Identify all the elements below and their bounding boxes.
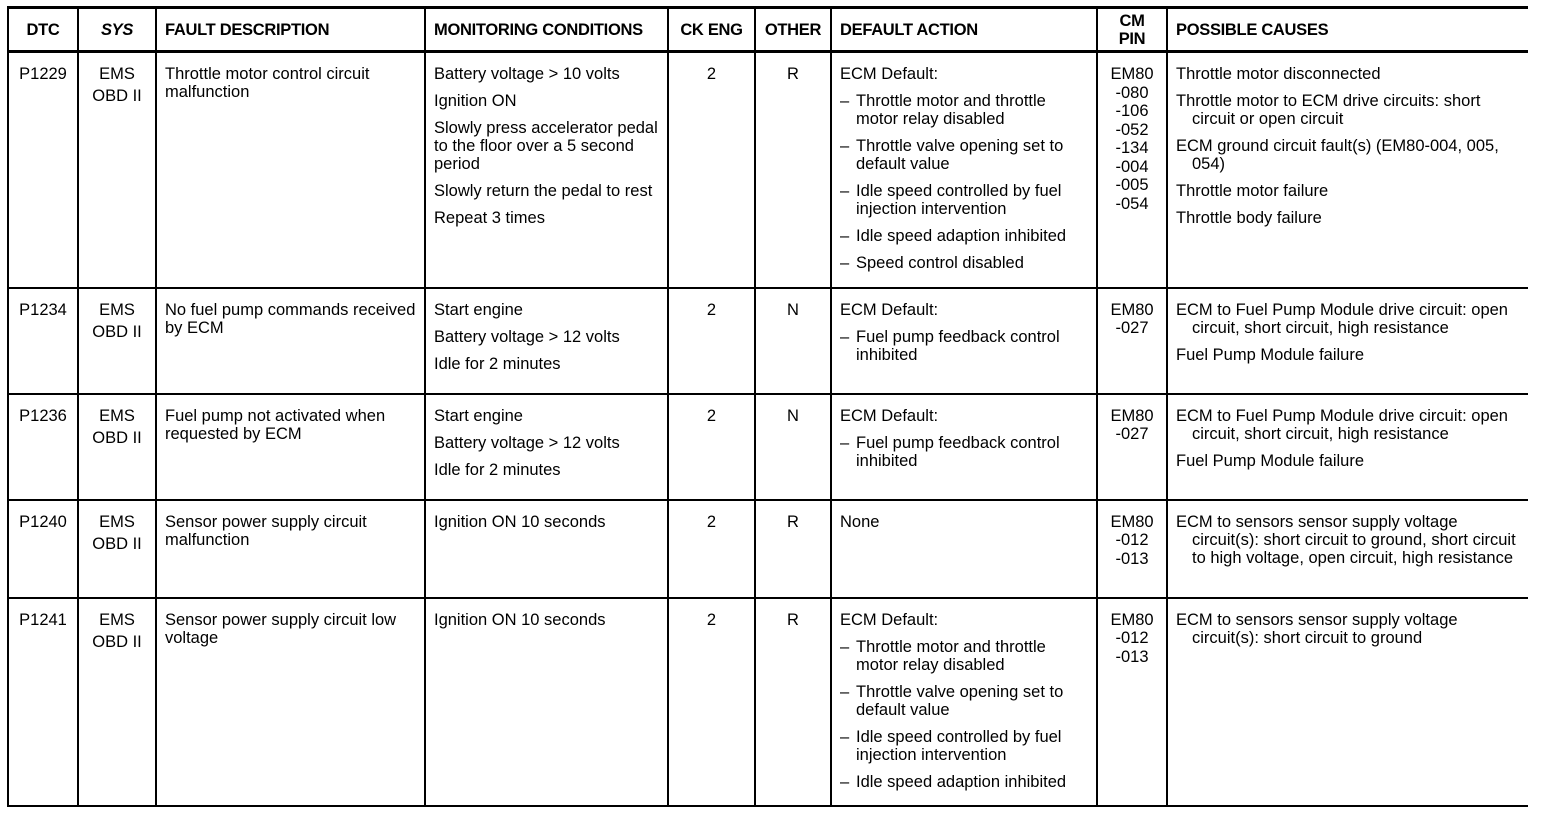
header-possible-causes: POSSIBLE CAUSES (1167, 8, 1528, 52)
cm-pin-cell (1097, 288, 1167, 394)
possible-cause: ECM to Fuel Pump Module drive circuit: open circuit, short circuit, high resistance (1176, 406, 1508, 443)
monitoring-condition: Slowly press accelerator pedal to the floor over a 5 second period (434, 119, 658, 173)
system-label: OBD II (92, 632, 142, 651)
cm-pin: -013 (1115, 549, 1149, 568)
system-cell (78, 500, 156, 598)
check-engine-value: 2 (668, 288, 755, 394)
system-label: OBD II (92, 87, 142, 105)
cm-pin: -012 (1115, 629, 1149, 647)
monitoring-condition: Start engine (434, 300, 523, 319)
header-fault-description: FAULT DESCRIPTION (156, 8, 425, 52)
dtc-table (7, 6, 1528, 807)
header-sys: SYS (78, 8, 156, 52)
monitoring-condition: Battery voltage > 12 volts (434, 433, 620, 452)
default-action-title: ECM Default: (840, 65, 939, 83)
dtc-code: P1240 (8, 500, 78, 598)
default-action-item: – Idle speed controlled by fuel injection intervention (840, 728, 1088, 764)
monitoring-condition: Idle for 2 minutes (434, 354, 561, 373)
default-action (831, 394, 1097, 500)
table-row (8, 394, 1528, 500)
cm-pin: EM80 (1110, 65, 1154, 83)
check-engine-value: 2 (668, 598, 755, 806)
default-action-item: – Speed control disabled (840, 254, 1088, 272)
check-engine-value: 2 (668, 394, 755, 500)
other-value: R (755, 598, 831, 806)
cm-pin-cell (1097, 52, 1167, 288)
other-value: R (755, 500, 831, 598)
system-label: OBD II (92, 322, 142, 341)
system-label: EMS (99, 65, 135, 83)
dtc-code: P1241 (8, 598, 78, 806)
possible-cause: Throttle motor disconnected (1176, 65, 1381, 83)
check-engine-value: 2 (668, 500, 755, 598)
monitoring-conditions (425, 394, 668, 500)
check-engine-value: 2 (668, 52, 755, 288)
fault-description: Fuel pump not activated when requested by ECM (156, 394, 425, 500)
default-action-title: ECM Default: (840, 406, 939, 425)
default-action-title: None (840, 512, 880, 531)
default-action-title: ECM Default: (840, 300, 939, 319)
default-action (831, 288, 1097, 394)
possible-cause: ECM to sensors sensor supply voltage circuit(s): short circuit to ground (1176, 610, 1458, 647)
cm-pin: EM80 (1110, 512, 1154, 531)
cm-pin: EM80 (1110, 300, 1154, 319)
cm-pin: -054 (1115, 194, 1149, 213)
default-action (831, 598, 1097, 806)
possible-causes (1167, 288, 1528, 394)
header-dtc: DTC (8, 8, 78, 52)
system-label: EMS (99, 610, 135, 629)
possible-cause: Fuel Pump Module failure (1176, 451, 1365, 470)
system-label: OBD II (92, 428, 142, 447)
header-monitoring-conditions: MONITORING CONDITIONS (425, 8, 668, 52)
cm-pin: -052 (1115, 120, 1149, 139)
possible-cause: Throttle body failure (1176, 209, 1322, 227)
monitoring-conditions (425, 598, 668, 806)
dtc-code: P1236 (8, 394, 78, 500)
fault-description: Sensor power supply circuit malfunction (156, 500, 425, 598)
default-action-item: – Throttle motor and throttle motor relay disabled (840, 92, 1088, 128)
monitoring-condition: Repeat 3 times (434, 209, 545, 227)
default-action-item: – Idle speed adaption inhibited (840, 227, 1088, 245)
other-value: N (755, 394, 831, 500)
cm-pin: -027 (1115, 425, 1149, 443)
other-value: R (755, 52, 831, 288)
cm-pin: EM80 (1110, 610, 1154, 629)
header-cm-pin: CM PIN (1097, 8, 1167, 52)
table-body (8, 52, 1528, 806)
default-action (831, 52, 1097, 288)
possible-cause: Throttle motor to ECM drive circuits: short circuit or open circuit (1176, 92, 1481, 128)
header-default-action: DEFAULT ACTION (831, 8, 1097, 52)
header-ck-eng: CK ENG (668, 8, 755, 52)
monitoring-condition: Ignition ON (434, 92, 517, 110)
possible-causes (1167, 52, 1528, 288)
default-action-item: – Idle speed adaption inhibited (840, 773, 1088, 791)
default-action-item: – Fuel pump feedback control inhibited (840, 434, 1088, 470)
default-action-item: – Throttle valve opening set to default value (840, 683, 1088, 719)
fault-description: Throttle motor control circuit malfunction (156, 52, 425, 288)
cm-pin: -013 (1115, 647, 1149, 666)
monitoring-condition: Battery voltage > 10 volts (434, 65, 620, 83)
default-action-item: – Throttle valve opening set to default value (840, 137, 1088, 173)
monitoring-condition: Battery voltage > 12 volts (434, 327, 620, 346)
monitoring-conditions (425, 52, 668, 288)
monitoring-condition: Idle for 2 minutes (434, 460, 561, 479)
cm-pin: -106 (1115, 102, 1149, 120)
table-row (8, 52, 1528, 288)
monitoring-condition: Slowly return the pedal to rest (434, 182, 653, 200)
monitoring-conditions (425, 500, 668, 598)
fault-description: No fuel pump commands received by ECM (156, 288, 425, 394)
possible-cause: Throttle motor failure (1176, 182, 1329, 200)
dtc-code: P1234 (8, 288, 78, 394)
table-row (8, 598, 1528, 806)
monitoring-condition: Ignition ON 10 seconds (434, 610, 606, 629)
cm-pin: -012 (1115, 531, 1149, 549)
cm-pin: -005 (1115, 176, 1149, 194)
header-other: OTHER (755, 8, 831, 52)
cm-pin: EM80 (1110, 406, 1154, 425)
monitoring-conditions (425, 288, 668, 394)
default-action-item: – Fuel pump feedback control inhibited (840, 328, 1088, 364)
system-cell (78, 52, 156, 288)
system-label: EMS (99, 512, 135, 531)
cm-pin: -080 (1115, 83, 1149, 102)
system-cell (78, 288, 156, 394)
dtc-code: P1229 (8, 52, 78, 288)
system-label: EMS (99, 300, 135, 319)
other-value: N (755, 288, 831, 394)
default-action (831, 500, 1097, 598)
default-action-title: ECM Default: (840, 610, 939, 629)
fault-description: Sensor power supply circuit low voltage (156, 598, 425, 806)
possible-cause: ECM to sensors sensor supply voltage circuit(s): short circuit to ground, short circuit to high voltage, open circuit, high resistance (1176, 512, 1516, 567)
possible-causes (1167, 394, 1528, 500)
table-row (8, 288, 1528, 394)
possible-cause: ECM ground circuit fault(s) (EM80-004, 005, 054) (1176, 137, 1499, 173)
system-label: EMS (99, 406, 135, 425)
table-row (8, 500, 1528, 598)
possible-cause: Fuel Pump Module failure (1176, 345, 1365, 364)
system-cell (78, 598, 156, 806)
cm-pin: -004 (1115, 157, 1149, 176)
monitoring-condition: Ignition ON 10 seconds (434, 512, 606, 531)
monitoring-condition: Start engine (434, 406, 523, 425)
system-label: OBD II (92, 534, 142, 553)
cm-pin: -027 (1115, 319, 1149, 337)
cm-pin-cell (1097, 598, 1167, 806)
cm-pin: -134 (1115, 139, 1149, 157)
system-cell (78, 394, 156, 500)
header-row (8, 8, 1528, 52)
default-action-item: – Idle speed controlled by fuel injection intervention (840, 182, 1088, 218)
cm-pin-cell (1097, 394, 1167, 500)
default-action-item: – Throttle motor and throttle motor relay disabled (840, 638, 1088, 674)
possible-causes (1167, 598, 1528, 806)
possible-cause: ECM to Fuel Pump Module drive circuit: open circuit, short circuit, high resistance (1176, 300, 1508, 337)
possible-causes (1167, 500, 1528, 598)
cm-pin-cell (1097, 500, 1167, 598)
